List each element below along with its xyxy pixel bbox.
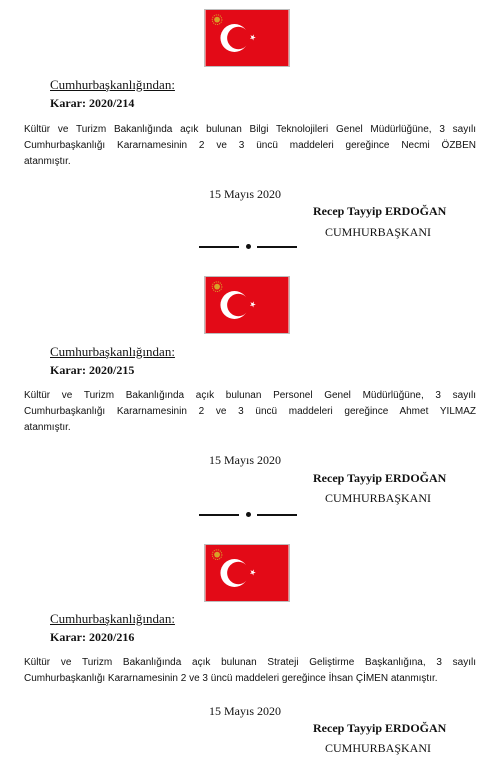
- decision-number: Karar: 2020/216: [50, 630, 135, 644]
- body-line: atanmıştır.: [24, 422, 71, 433]
- body-line: Kültür ve Turizm Bakanlığında açık bulunan Strateji Geliştirme Başkanlığına, 3 sayılı: [24, 657, 476, 668]
- decision-number: Karar: 2020/214: [50, 96, 135, 110]
- section-separator: [199, 510, 297, 520]
- decision-date: 15 Mayıs 2020: [209, 453, 281, 467]
- section-separator: [199, 242, 297, 252]
- body-line: Cumhurbaşkanlığı Kararnamesinin 2 ve 3 üncü maddeleri gereğince İhsan ÇİMEN atanmıştır.: [24, 673, 438, 684]
- signer-title: CUMHURBAŞKANI: [325, 741, 432, 755]
- body-line: Cumhurbaşkanlığı Kararnamesinin 2 ve 3 üncü maddeleri gereğince Ahmet YILMAZ: [24, 406, 476, 417]
- decision-body: [24, 388, 476, 436]
- issuer-heading: Cumhurbaşkanlığından:: [50, 344, 175, 359]
- decision-date: 15 Mayıs 2020: [209, 704, 281, 718]
- body-line: atanmıştır.: [24, 156, 71, 167]
- turkish-flag-icon: [204, 276, 290, 334]
- body-line: Kültür ve Turizm Bakanlığında açık bulunan Bilgi Teknolojileri Genel Müdürlüğüne, 3 sayılı: [24, 124, 476, 135]
- turkish-flag-icon: [204, 9, 290, 67]
- decision-body: [24, 655, 476, 687]
- decision-number: Karar: 2020/215: [50, 363, 135, 377]
- decision-date: 15 Mayıs 2020: [209, 187, 281, 201]
- turkish-flag-icon: [204, 544, 290, 602]
- signer-name: Recep Tayyip ERDOĞAN: [313, 721, 447, 735]
- body-line: Cumhurbaşkanlığı Kararnamesinin 2 ve 3 üncü maddeleri gereğince Necmi ÖZBEN: [24, 140, 476, 151]
- decision-body: [24, 122, 476, 170]
- turkish-flag-graphic: [205, 545, 289, 601]
- signer-title: CUMHURBAŞKANI: [325, 225, 432, 239]
- signer-title: CUMHURBAŞKANI: [325, 491, 432, 505]
- issuer-heading: Cumhurbaşkanlığından:: [50, 77, 175, 92]
- turkish-flag-graphic: [205, 277, 289, 333]
- body-line: Kültür ve Turizm Bakanlığında açık bulunan Personel Genel Müdürlüğüne, 3 sayılı: [24, 390, 476, 401]
- signer-name: Recep Tayyip ERDOĞAN: [313, 204, 447, 218]
- turkish-flag-graphic: [205, 10, 289, 66]
- issuer-heading: Cumhurbaşkanlığından:: [50, 611, 175, 626]
- signer-name: Recep Tayyip ERDOĞAN: [313, 471, 447, 485]
